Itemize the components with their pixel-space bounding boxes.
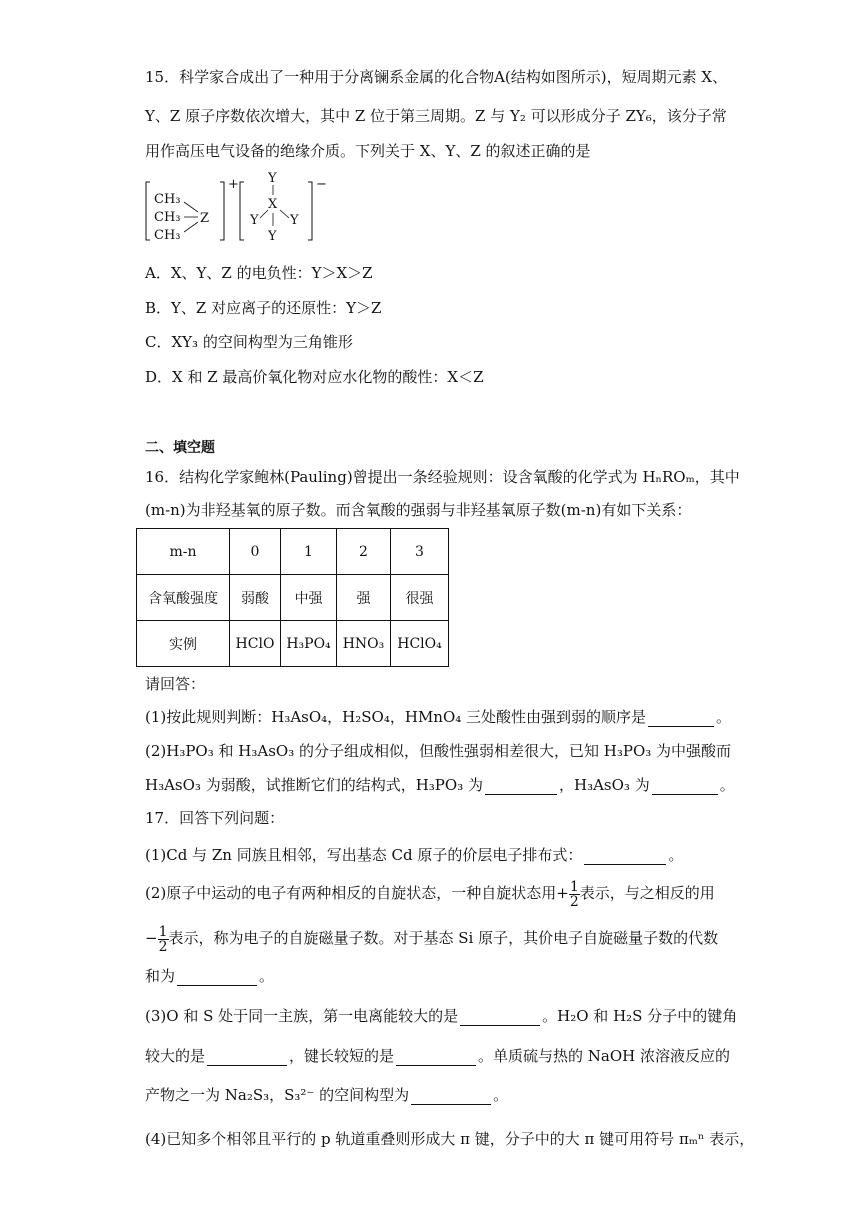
q16-prompt: 请回答： <box>145 675 206 693</box>
anion-right-bracket <box>308 182 312 240</box>
q17-part-2-text-a: (2)原子中运动的电子有两种相反的自旋状态，一种自旋状态用 <box>145 884 557 902</box>
cation-left-bracket <box>146 182 150 240</box>
plus-sign: + <box>556 884 569 902</box>
cation-methyl-1: CH₃ <box>154 192 181 207</box>
cation-center-z: Z <box>200 211 210 226</box>
q15-line-1: 15．科学家合成出了一种用于分离镧系金属的化合物A(结构如图所示)，短周期元素 X、 <box>145 68 728 86</box>
q17-part-3-text-b: 。H₂O 和 H₂S 分子中的键角 <box>542 1007 738 1025</box>
q17-part-3-end: 。 <box>493 1086 509 1104</box>
q17-part-2-text-c: 表示，称为电子的自旋磁量子数。对于基态 Si 原子，其价电子自旋磁量子数的代数 <box>168 929 719 947</box>
table-cell: 中强 <box>281 575 337 621</box>
anion-charge: − <box>316 177 327 192</box>
minus-sign: − <box>145 929 158 947</box>
q15-line-3: 用作高压电气设备的绝缘介质。下列关于 X、Y、Z 的叙述正确的是 <box>145 142 591 160</box>
table-row <box>137 575 449 621</box>
q17-part-3-text-e: 。单质硫与热的 NaOH 浓溶液反应的 <box>478 1047 731 1065</box>
table-cell: 弱酸 <box>230 575 281 621</box>
q17-part-2-line-2 <box>145 923 718 954</box>
cation-methyl-3: CH₃ <box>154 228 181 243</box>
cation-right-bracket <box>220 182 224 240</box>
table-cell: 1 <box>281 529 337 575</box>
answer-blank[interactable] <box>177 969 257 986</box>
table-cell: 含氧酸强度 <box>137 575 230 621</box>
answer-blank[interactable] <box>411 1088 491 1105</box>
q17-part-3-line-2 <box>145 1046 730 1066</box>
q16-part-1-text: (1)按此规则判断：H₃AsO₄，H₂SO₄，HMnO₄ 三处酸性由强到弱的顺序是 <box>145 708 647 726</box>
cation-methyl-2: CH₃ <box>154 210 181 225</box>
q17-title: 17．回答下列问题： <box>145 809 285 827</box>
answer-blank[interactable] <box>460 1009 540 1026</box>
q17-part-3-text-f: 产物之一为 Na₂S₃，S₃²⁻ 的空间构型为 <box>145 1086 410 1104</box>
q16-part-1-end: 。 <box>716 708 732 726</box>
fraction-one-half <box>569 880 580 909</box>
table-cell: 强 <box>337 575 391 621</box>
table-cell: HNO₃ <box>337 621 391 667</box>
table-row <box>137 621 449 667</box>
cation-bond-1 <box>184 202 198 212</box>
anion-ligand-right: Y <box>290 213 299 228</box>
anion-center-x: X <box>268 197 278 212</box>
anion-ligand-bottom: Y <box>268 229 277 244</box>
q17-part-2-end: 。 <box>259 967 275 985</box>
q15-option-d: D．X 和 Z 最高价氧化物对应水化物的酸性：X＜Z <box>145 368 484 386</box>
answer-blank[interactable] <box>207 1049 287 1066</box>
q17-part-1 <box>145 845 683 865</box>
q15-option-c: C．XY₃ 的空间构型为三角锥形 <box>145 333 353 351</box>
q17-part-1-end: 。 <box>668 846 684 864</box>
q17-part-2-text-d: 和为 <box>145 967 176 985</box>
anion-ligand-top: Y <box>268 171 277 186</box>
table-cell: HClO <box>230 621 281 667</box>
q17-part-3-text-a: (3)O 和 S 处于同一主族，第一电离能较大的是 <box>145 1007 459 1025</box>
table-cell: H₃PO₄ <box>281 621 337 667</box>
q16-part-2-line-1: (2)H₃PO₃ 和 H₃AsO₃ 的分子组成相似，但酸性强弱相差很大，已知 H₃PO₃ 为中强酸而 <box>145 742 732 760</box>
q17-part-3-line-1 <box>145 1006 737 1026</box>
table-cell: 3 <box>391 529 449 575</box>
table-cell: 很强 <box>391 575 449 621</box>
q16-part-1 <box>145 707 731 727</box>
table-cell: 0 <box>230 529 281 575</box>
table-row <box>137 529 449 575</box>
q16-part-2-text-a: H₃AsO₃ 为弱酸，试推断它们的结构式，H₃PO₃ 为 <box>145 776 483 794</box>
fraction-numerator: 1 <box>569 878 579 895</box>
acid-strength-table <box>136 528 449 667</box>
q15-option-a: A．X、Y、Z 的电负性：Y＞X＞Z <box>145 264 373 282</box>
q16-part-2-end: 。 <box>719 776 735 794</box>
answer-blank[interactable] <box>396 1049 476 1066</box>
answer-blank[interactable] <box>648 710 714 727</box>
table-cell: 2 <box>337 529 391 575</box>
anion-left-bracket <box>240 182 244 240</box>
table-cell: m-n <box>137 529 230 575</box>
q16-part-2-text-b: ，H₃AsO₃ 为 <box>558 776 650 794</box>
compound-a-structure-diagram <box>140 168 340 248</box>
q17-part-3-text-d: ，键长较短的是 <box>289 1047 395 1065</box>
cation-bond-3 <box>184 222 198 232</box>
q17-part-1-text: (1)Cd 与 Zn 同族且相邻，写出基态 Cd 原子的价层电子排布式： <box>145 846 583 864</box>
fraction-one-half <box>158 925 169 954</box>
fraction-denominator: 2 <box>158 938 168 955</box>
fraction-numerator: 1 <box>158 923 168 940</box>
answer-blank[interactable] <box>652 778 718 795</box>
q17-part-4: (4)已知多个相邻且平行的 p 轨道重叠则形成大 π 键，分子中的大 π 键可用符号 πₘⁿ 表示， <box>145 1130 755 1148</box>
q15-option-b: B．Y、Z 对应离子的还原性：Y＞Z <box>145 299 382 317</box>
q16-part-2-line-2 <box>145 775 735 795</box>
section-title-fill-in: 二、填空题 <box>145 440 215 456</box>
q17-part-3-line-3 <box>145 1085 508 1105</box>
q17-part-2-text-b: 表示，与之相反的用 <box>579 884 715 902</box>
q16-line-1: 16．结构化学家鲍林(Pauling)曾提出一条经验规则：设含氧酸的化学式为 HₙROₘ，其中 <box>145 468 740 486</box>
answer-blank[interactable] <box>485 778 557 795</box>
answer-blank[interactable] <box>584 848 666 865</box>
q16-line-2: (m-n)为非羟基氧的原子数。而含氧酸的强弱与非羟基氧原子数(m-n)有如下关系： <box>145 501 692 519</box>
q17-part-3-text-c: 较大的是 <box>145 1047 206 1065</box>
table-cell: 实例 <box>137 621 230 667</box>
fraction-denominator: 2 <box>569 893 579 910</box>
anion-ligand-left: Y <box>250 213 259 228</box>
q17-part-2-line-3 <box>145 966 274 986</box>
q15-line-2: Y、Z 原子序数依次增大，其中 Z 位于第三周期。Z 与 Y₂ 可以形成分子 ZY₆，该分子常 <box>145 107 727 125</box>
cation-charge: + <box>228 177 239 192</box>
q17-part-2-line-1 <box>145 878 715 909</box>
table-cell: HClO₄ <box>391 621 449 667</box>
